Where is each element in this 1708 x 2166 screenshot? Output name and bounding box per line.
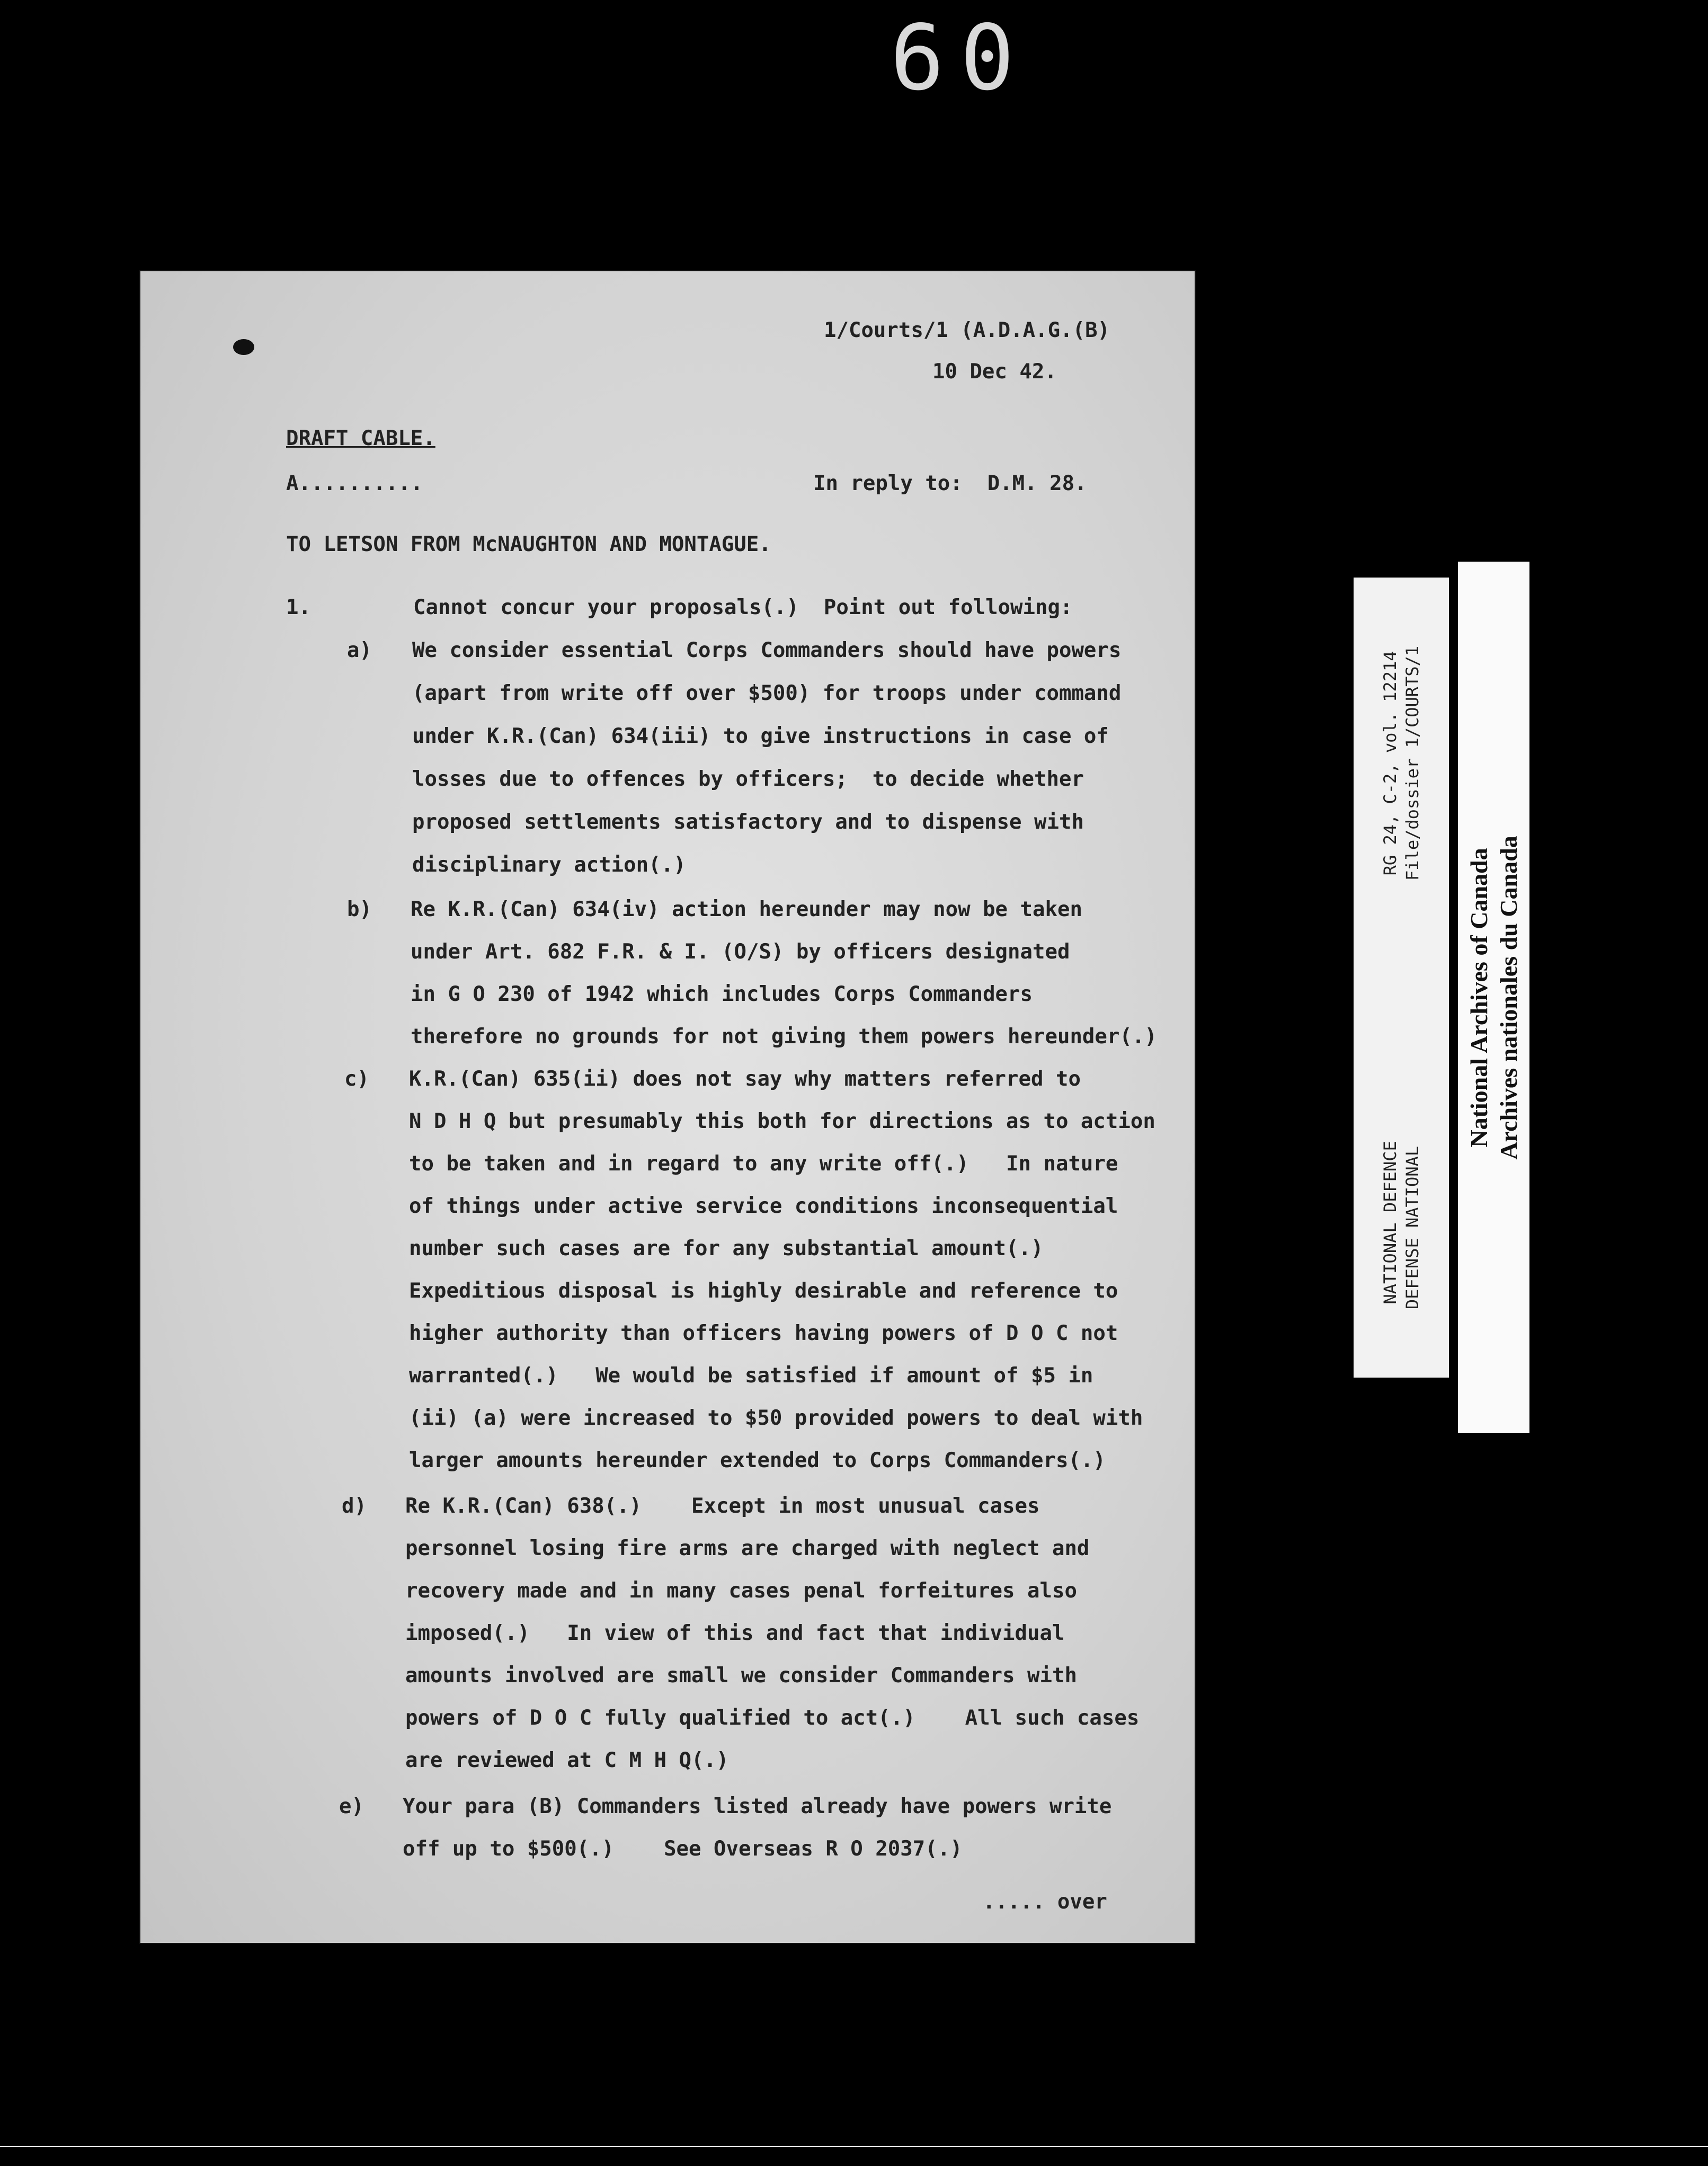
national-archives-text: [1464, 836, 1524, 1159]
archive-reference-text: [1379, 646, 1424, 1309]
item-line: therefore no grounds for not giving them powers hereunder(.): [411, 1025, 1157, 1049]
document-heading: DRAFT CABLE.: [286, 427, 435, 450]
serial-number: A..........: [286, 472, 423, 495]
document-page: [140, 271, 1195, 1943]
continuation-note: ..... over: [983, 1890, 1107, 1914]
item-label: d): [342, 1494, 367, 1518]
archives-name-fr: Archives nationales du Canada: [1494, 835, 1522, 1160]
item-line: Re K.R.(Can) 634(iv) action hereunder may now be taken: [411, 898, 1082, 921]
item-line: of things under active service conditions inconsequential: [409, 1194, 1118, 1218]
item-line: powers of D O C fully qualified to act(.) All such cases: [405, 1706, 1140, 1730]
frame-number: 60: [890, 6, 1030, 111]
item-line: Re K.R.(Can) 638(.) Except in most unusual cases: [405, 1494, 1040, 1518]
item-line: to be taken and in regard to any write off(.) In nature: [409, 1152, 1118, 1176]
department-line-2: DEFENSE NATIONAL: [1402, 1146, 1422, 1310]
item-line: (apart from write off over $500) for troops under command: [412, 681, 1122, 705]
item-line: under K.R.(Can) 634(iii) to give instructions in case of: [412, 724, 1109, 748]
archives-name-en: National Archives of Canada: [1465, 847, 1492, 1148]
item-line: N D H Q but presumably this both for directions as to action: [409, 1109, 1155, 1133]
item-line: in G O 230 of 1942 which includes Corps Commanders: [411, 982, 1033, 1006]
item-line: proposed settlements satisfactory and to dispense with: [412, 810, 1084, 834]
item-line: losses due to offences by officers; to decide whether: [412, 767, 1084, 791]
item-line: higher authority than officers having powers of D O C not: [409, 1321, 1118, 1345]
archive-file-ref: File/dossier 1/COURTS/1: [1402, 645, 1422, 881]
item-line: warranted(.) We would be satisfied if amount of $5 in: [409, 1364, 1093, 1388]
item-line: under Art. 682 F.R. & I. (O/S) by officers designated: [411, 940, 1070, 964]
item-label: a): [347, 638, 372, 662]
item-line: amounts involved are small we consider Commanders with: [405, 1664, 1077, 1688]
item-label: b): [347, 898, 372, 921]
item-label: c): [344, 1067, 369, 1091]
item-line: number such cases are for any substantial amount(.): [409, 1237, 1044, 1260]
item-line: imposed(.) In view of this and fact that individual: [405, 1621, 1065, 1645]
item-line: Your para (B) Commanders listed already have powers write: [403, 1795, 1112, 1818]
reply-reference: In reply to: D.M. 28.: [813, 472, 1087, 495]
item-line: personnel losing fire arms are charged with neglect and: [405, 1537, 1090, 1560]
paragraph-intro: Cannot concur your proposals(.) Point out following:: [413, 596, 1073, 619]
file-reference: 1/Courts/1 (A.D.A.G.(B): [824, 318, 1110, 342]
national-archives-label: [1458, 562, 1529, 1433]
item-line: recovery made and in many cases penal forfeitures also: [405, 1579, 1077, 1603]
item-line: We consider essential Corps Commanders should have powers: [412, 638, 1122, 662]
punch-hole-mark: [233, 339, 254, 355]
item-line: (ii) (a) were increased to $50 provided powers to deal with: [409, 1406, 1143, 1430]
item-line: are reviewed at C M H Q(.): [405, 1748, 729, 1772]
item-label: e): [339, 1795, 364, 1818]
department-line-1: NATIONAL DEFENCE: [1380, 1141, 1400, 1304]
item-line: K.R.(Can) 635(ii) does not say why matters referred to: [409, 1067, 1081, 1091]
addressee-line: TO LETSON FROM McNAUGHTON AND MONTAGUE.: [286, 532, 771, 556]
item-line: off up to $500(.) See Overseas R O 2037(.): [403, 1837, 963, 1861]
record-group: RG 24, C-2, vol. 12214: [1380, 651, 1400, 876]
item-line: larger amounts hereunder extended to Corps Commanders(.): [409, 1449, 1106, 1472]
document-date: 10 Dec 42.: [932, 360, 1057, 384]
bottom-divider: [0, 2146, 1708, 2147]
archive-reference-label: [1354, 578, 1449, 1378]
paragraph-number: 1.: [286, 596, 311, 619]
item-line: disciplinary action(.): [412, 853, 686, 877]
item-line: Expeditious disposal is highly desirable and reference to: [409, 1279, 1118, 1303]
